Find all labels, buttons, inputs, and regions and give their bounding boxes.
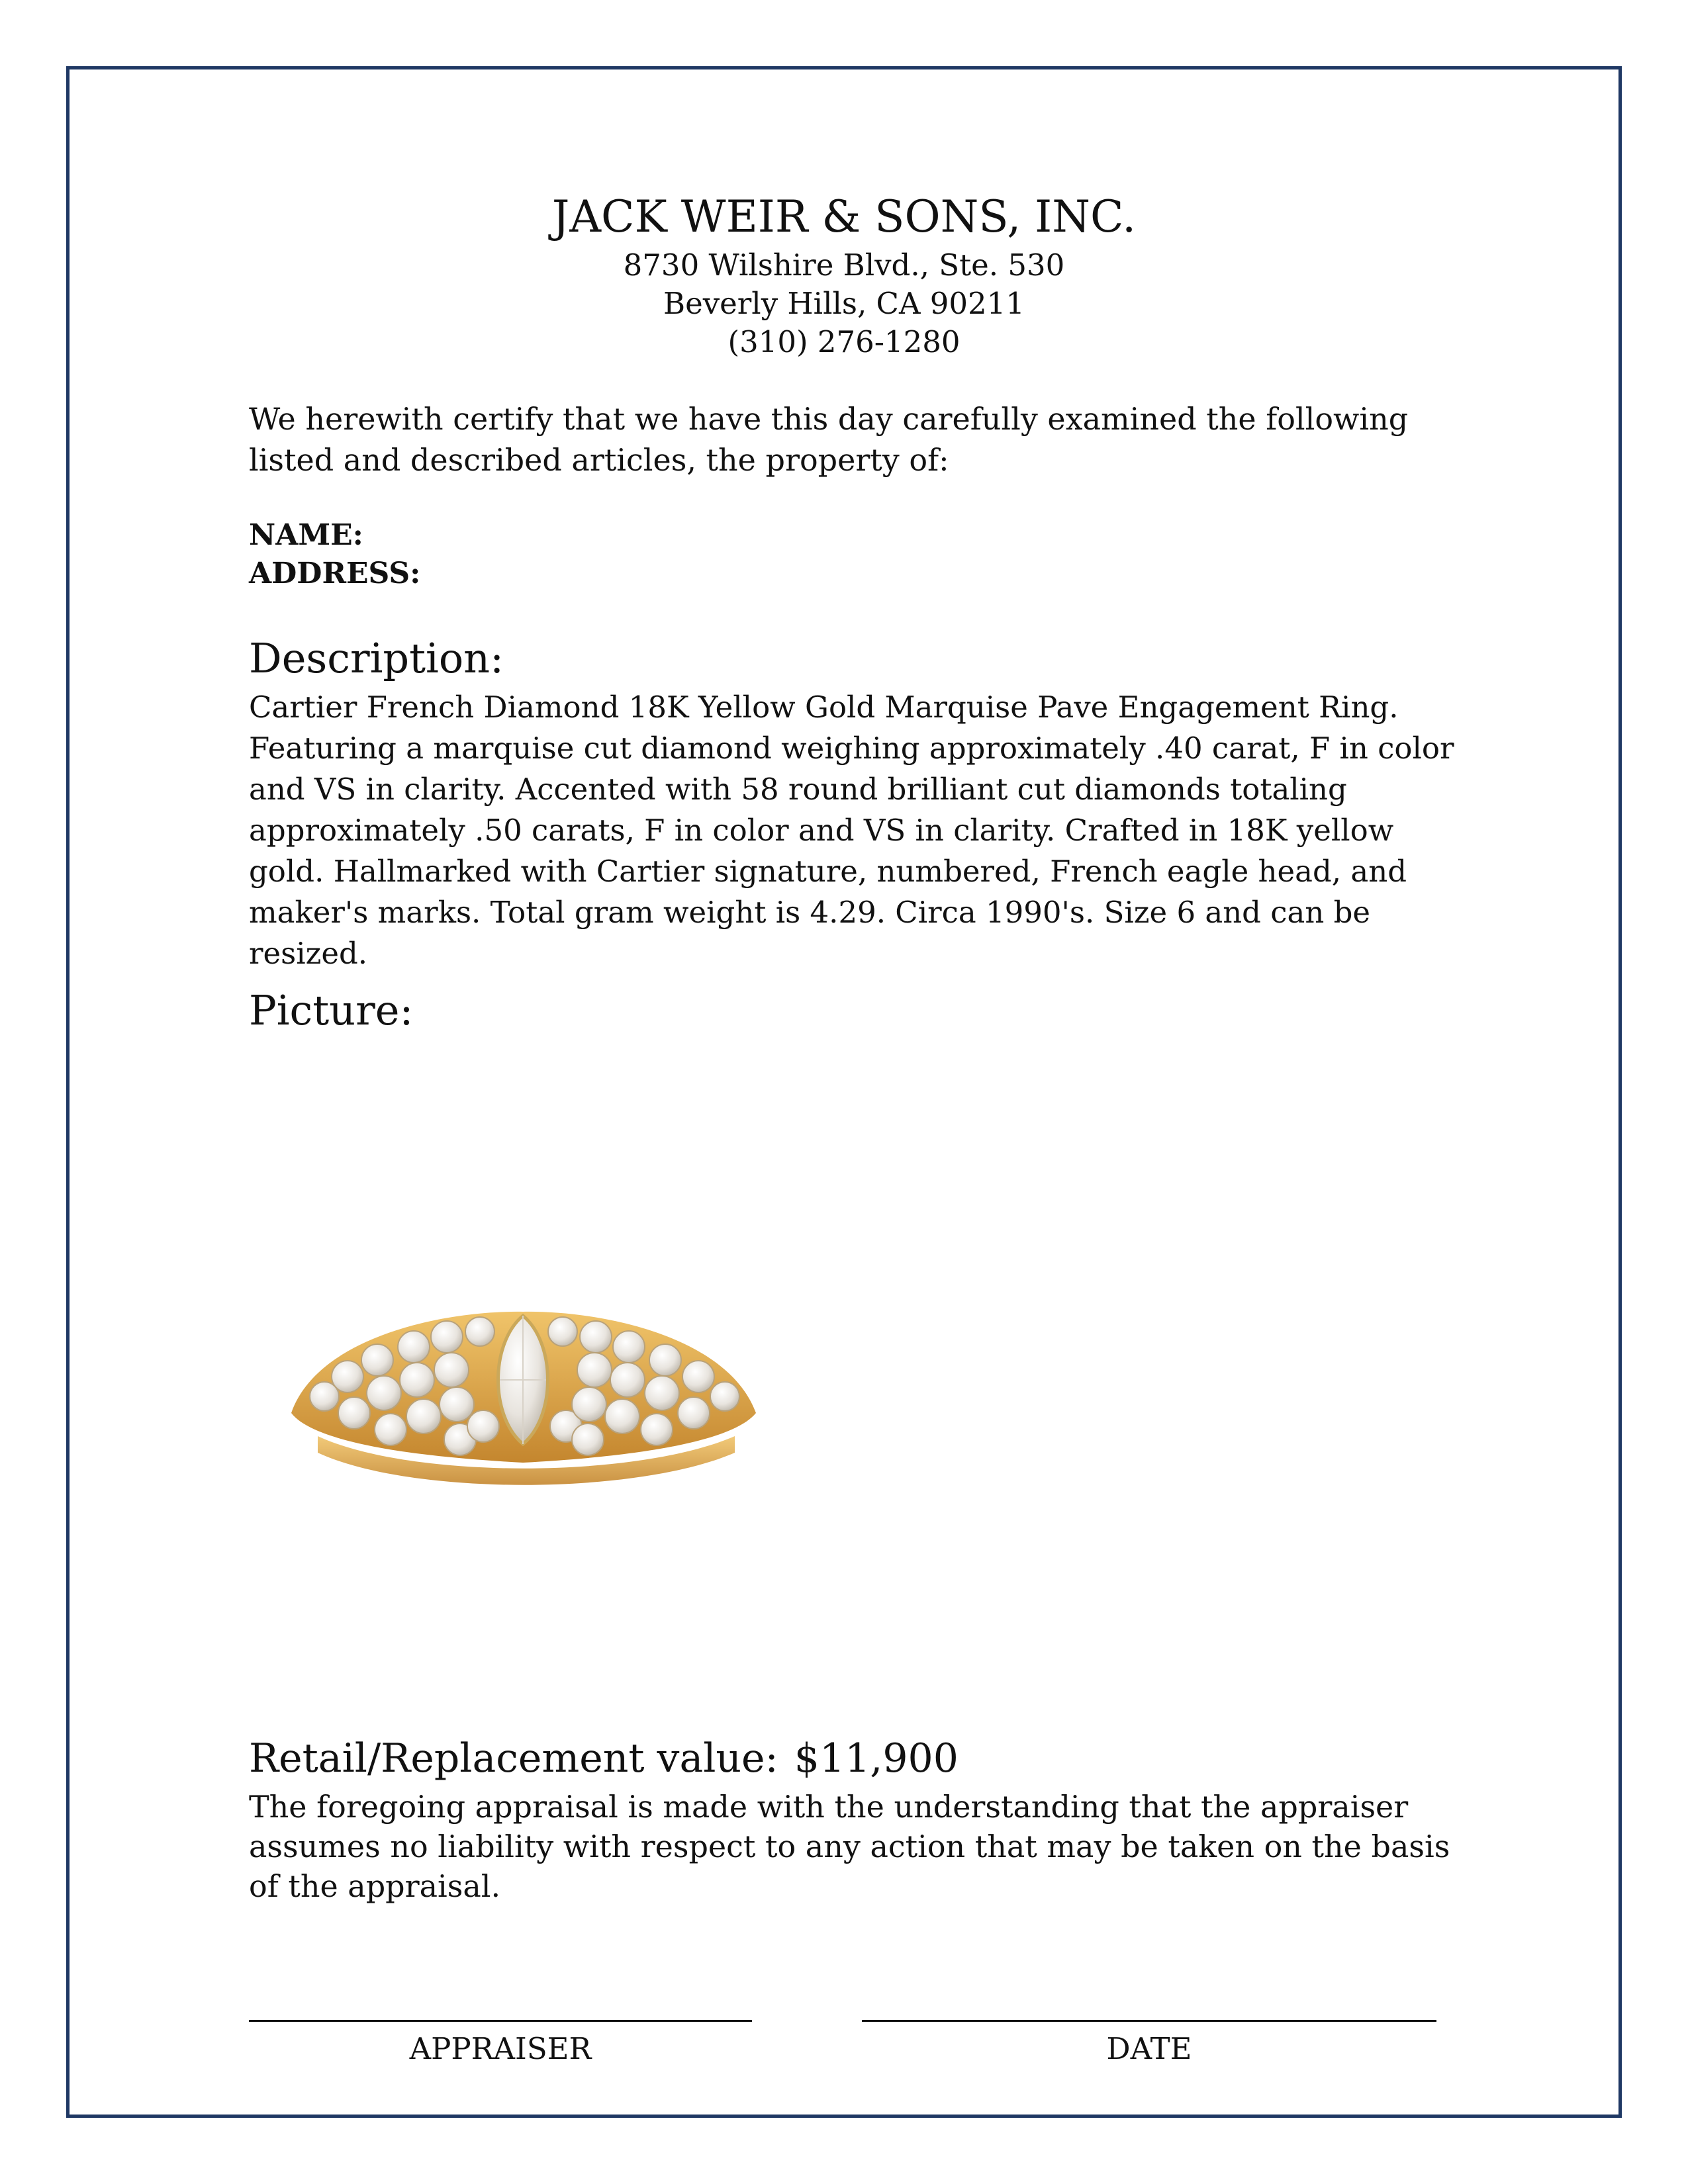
value-amount: $11,900 [794, 1735, 959, 1782]
address-label: ADDRESS: [249, 557, 421, 590]
appraiser-label: APPRAISER [409, 2031, 592, 2066]
value-label: Retail/Replacement value: [249, 1735, 778, 1782]
name-label: NAME: [249, 518, 363, 552]
company-address-line2: Beverly Hills, CA 90211 [663, 286, 1025, 321]
diamond-ring-photo [278, 1297, 768, 1535]
date-label: DATE [1106, 2031, 1192, 2066]
company-address-line1: 8730 Wilshire Blvd., Ste. 530 [623, 248, 1065, 283]
appraiser-signature-line [249, 2020, 752, 2022]
date-signature-line [862, 2020, 1436, 2022]
description-heading: Description: [249, 634, 504, 682]
certification-statement: We herewith certify that we have this day carefully examined the following listed and described articles, the property of: [249, 401, 1409, 478]
company-name: JACK WEIR & SONS, INC. [551, 191, 1137, 242]
description-text: Cartier French Diamond 18K Yellow Gold Marquise Pave Engagement Ring. Featuring a marquise cut diamond weighing approximately .40 carat, F in color and VS in clarity. Accented with 58 round brilliant cut diamonds totaling approximately .50 carats, F in color and VS in clarity. Crafted in 18K yellow gold. Hallmarked with Cartier signature, numbered, French eagle head, and maker's marks. Total gram weight is 4.29. Circa 1990's. Size 6 and can be resized. [249, 690, 1454, 971]
company-phone: (310) 276-1280 [727, 324, 961, 359]
value-line [249, 1734, 1460, 1783]
picture-heading: Picture: [249, 986, 414, 1034]
disclaimer-text: The foregoing appraisal is made with the understanding that the appraiser assumes no liability with respect to any action that may be taken on the basis of the appraisal. [249, 1789, 1450, 1904]
